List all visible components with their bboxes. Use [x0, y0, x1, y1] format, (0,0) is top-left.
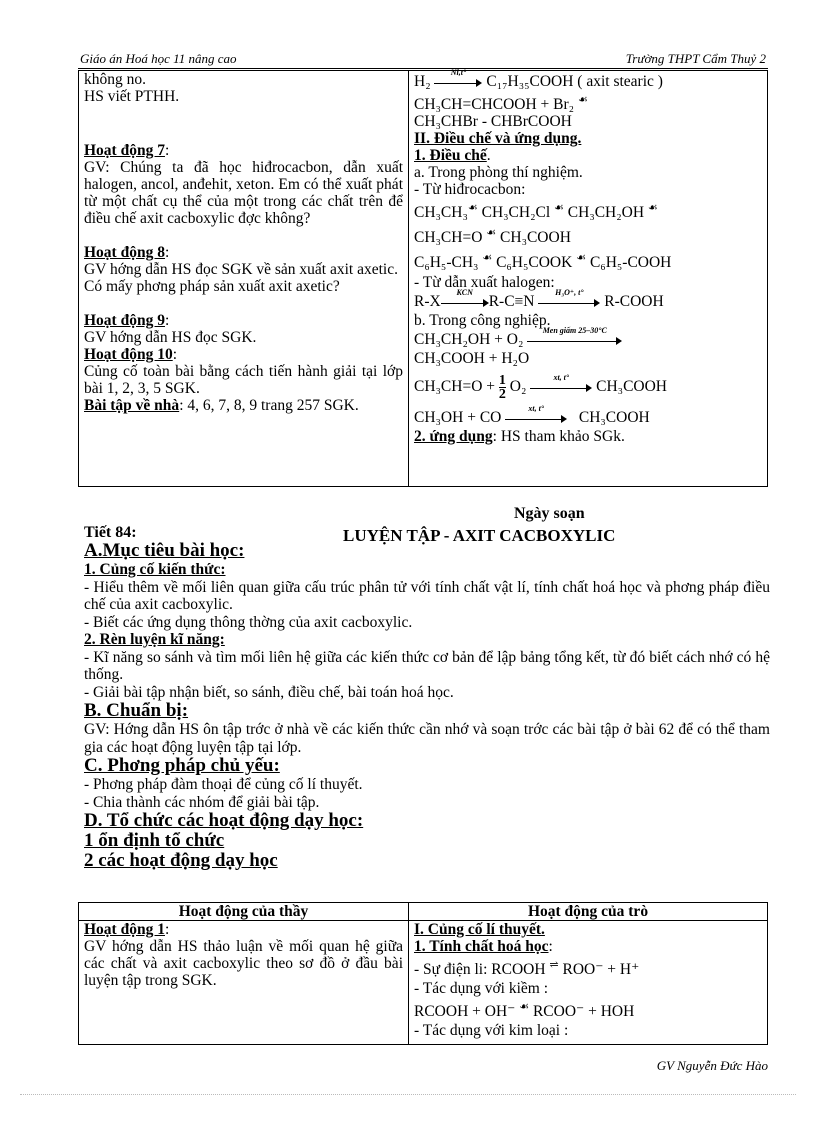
teacher-header: Hoạt động của thầy — [79, 903, 409, 921]
arrow-symbol-icon: ☙ — [467, 202, 478, 215]
arrow-symbol-icon: ☙ — [482, 252, 493, 265]
homework-title: Bài tập về nhà — [84, 397, 180, 414]
header-left: Giáo án Hoá học 11 nâng cao — [80, 51, 237, 66]
section-ii-title: II. Điều chế và ứng dụng. — [414, 130, 582, 148]
activity-7-title: Hoạt động 7 — [84, 142, 165, 159]
page-bottom-rule — [20, 1094, 796, 1095]
preparation-heading: B. Chuẩn bị: — [84, 700, 189, 721]
method-heading: C. Phơng pháp chủ yếu: — [84, 755, 280, 776]
activity-7-text: GV: Chúng ta đã học hiđrocacbon, dẫn xuất halogen, ancol, anđehit, xeton. Em có thể xuất phát từ một chất cụ thể của một trong các chất trên để điều chế axit cacboxylic đợc không? — [84, 159, 403, 227]
lesson-number: Tiết 84: — [84, 524, 137, 541]
reaction-arrow: xt, t° — [505, 412, 567, 424]
reaction-arrow: Ni,t° — [434, 76, 482, 88]
arrow-symbol-icon: ☙ — [647, 202, 658, 215]
arrow-symbol-icon: ☙ — [486, 227, 497, 240]
footer-author: GV Nguyễn Đức Hào — [656, 1058, 768, 1073]
activity-9-title: Hoạt động 9 — [84, 312, 165, 329]
lesson-body: A.Mục tiêu bài học: 1. Củng cố kiến thức: - Hiểu thêm về mối liên quan giữa cấu trúc phân tử với tính chất vật lí, tính chất hoá học và phơng pháp điều chế của axit cacboxylic. - Biết các ứng dụng thông thờng của axit cacboxylic. 2. Rèn luyện kĩ năng: - Kĩ năng so sánh và tìm mối liên hệ giữa các kiến thức cơ bản để lập bảng tổng kết, từ đó biết cách nhớ có hệ thống. - Giải bài tập nhận biết, so sánh, điều chế, bài toán hoá học. B. Chuẩn bị: GV: Hớng dẫn HS ôn tập trớc ở nhà về các kiến thức cần nhớ và soạn trớc các bài tập ở bài 62 để có thể tham gia các hoạt động luyện tập tại lớp. C. Phơng pháp chủ yếu: - Phơng pháp đàm thoại để củng cố lí thuyết. - Chia thành các nhóm để giải bài tập. D. Tổ chức các hoạt động dạy học: 1 ổn định tổ chức 2 các hoạt động dạy học — [84, 540, 770, 871]
header-right: Trường THPT Cẩm Thuỷ 2 — [625, 51, 766, 66]
student-column: H₂ Ni,t° C₁₇H₃₅COOH ( axit stearic ) CH₃CH=CHCOOH + Br₂ ☙ CH₃CHBr - CHBrCOOH II. Điều chế và ứng dụng. 1. Điều chế. a. Trong phòng thí nghiệm. - Từ hiđrocacbon: CH₃CH₃☙ CH₃CH₂Cl ☙ CH₃CH₂OH ☙ CH₃CH=O ☙ CH₃COOH C₆H₅-CH₃ ☙ C₆H₅COOK ☙ C₆H₅-COOH - Từ dẫn xuất halogen: R-X KCN R-C≡N H₃O⁺, t° R-COOH b. Trong công nghiệp. CH₃CH₂OH + O₂ Men giấm 25–30°C CH₃COOH + H₂O CH₃CH=O + $\frac{1}{2}$ O₂ xt, t° CH₃COOH CH₃OH + CO xt, t° CH₃COOH 2. ứng dụng: HS tham khảo SGk. — [409, 71, 768, 487]
student-header: Hoạt động của trò — [409, 903, 768, 921]
date-label: Ngày soạn — [514, 505, 585, 522]
objectives-heading: A.Mục tiêu bài học: — [84, 540, 245, 561]
activity-table-2: Hoạt động của thầy Hoạt động của trò Hoạt động 1: GV hớng dẫn HS thảo luận về mối quan hệ giữa các chất và axit cacboxylic theo sơ đồ ở đầu bài luyện tập trong SGK. I. Củng cố lí thuyết. 1. Tính chất hoá học: - Sự điện li: RCOOH ⇌ ROO⁻ + H⁺ - Tác dụng với kiềm : RCOOH + OH⁻ ☙ RCOO⁻ + HOH - Tác dụng với kim loại : — [78, 902, 768, 1045]
reaction-arrow: H₃O⁺, t° — [538, 296, 600, 308]
arrow-symbol-icon: ☙ — [519, 1001, 530, 1014]
reaction-arrow: Men giấm 25–30°C — [527, 334, 622, 346]
activity-table-1 — [78, 70, 768, 487]
activity-8-title: Hoạt động 8 — [84, 244, 165, 261]
arrow-symbol-icon: ☙ — [577, 94, 588, 106]
activity-1-title: Hoạt động 1 — [84, 921, 165, 938]
reaction-arrow: xt, t° — [530, 381, 592, 393]
applications-title: 2. ứng dụng — [414, 427, 493, 445]
teacher-column: không no. HS viết PTHH. Hoạt động 7: GV: Chúng ta đã học hiđrocacbon, dẫn xuất halogen, ancol, anđehit, xeton. Em có thể xuất phát từ một chất cụ thể của một trong các chất trên để điều chế axit cacboxylic đợc không? Hoạt động 8: GV hớng dẫn HS đọc SGK về sản xuất axit axetic. Có mấy phơng pháp sản xuất axit axetic? Hoạt động 9: GV hớng dẫn HS đọc SGK. Hoạt động 10: Củng cố toàn bài bằng cách tiến hành giải tại lớp bài 1, 2, 3, 5 SGK. Bài tập về nhà: 4, 6, 7, 8, 9 trang 257 SGK. — [79, 71, 409, 487]
activities-heading: D. Tổ chức các hoạt động dạy học: — [84, 810, 364, 831]
activity-10-title: Hoạt động 10 — [84, 346, 173, 363]
page-header — [78, 50, 768, 69]
arrow-symbol-icon: ☙ — [554, 202, 564, 215]
arrow-symbol-icon: ☙ — [576, 252, 587, 265]
equilibrium-icon: ⇌ — [549, 959, 559, 971]
lesson-title: LUYỆN TẬP - AXIT CACBOXYLIC — [343, 526, 616, 545]
reaction-arrow: KCN — [441, 296, 489, 308]
